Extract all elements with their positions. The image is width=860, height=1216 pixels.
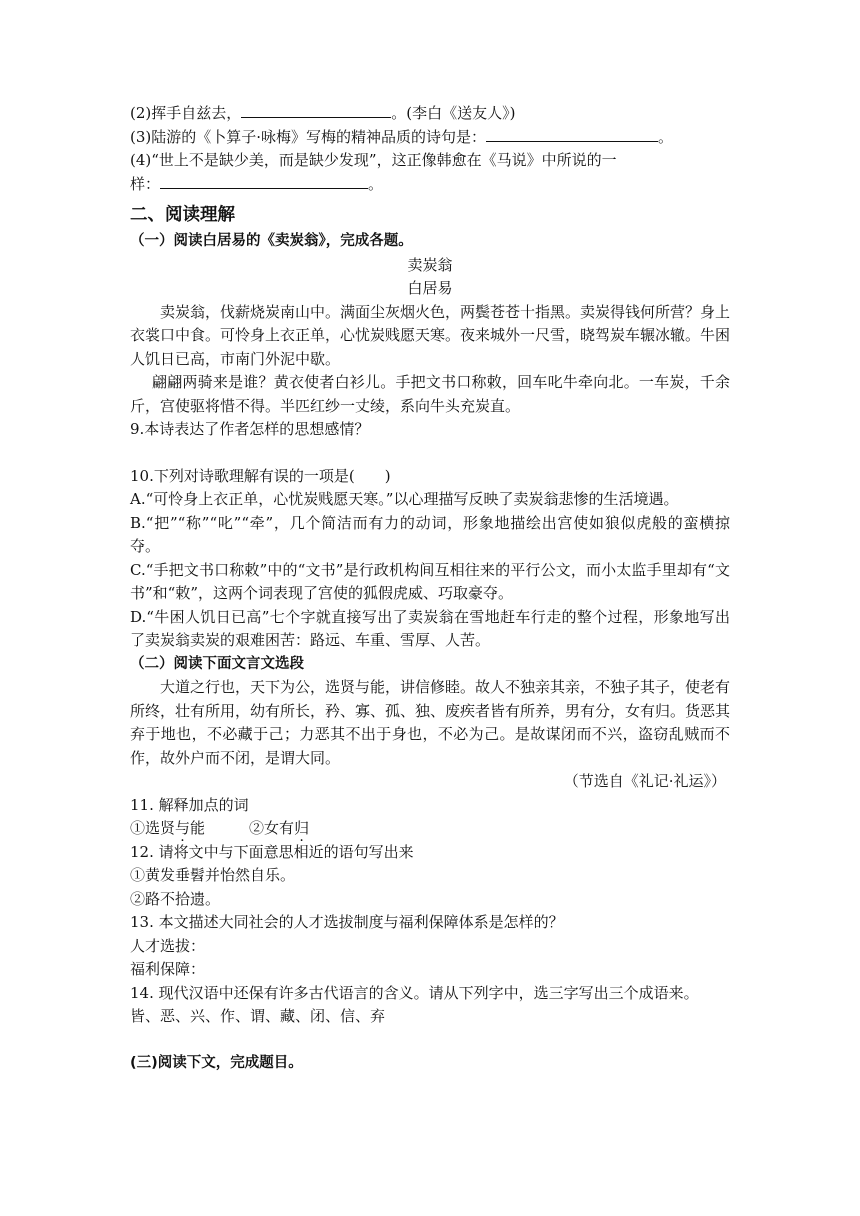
q11-item-2-dotted-word: 归 — [294, 819, 310, 837]
question-13: 13. 本文描述大同社会的人才选拔制度与福利保障体系是怎样的？ — [130, 913, 564, 931]
part-2-heading: （二）阅读下面文言文选段 — [130, 655, 304, 672]
q13-talent-selection: 人才选拔： — [130, 936, 206, 955]
option-d: D.“牛困人饥日已高”七个字就直接写出了卖炭翁在雪地赶车行走的整个过程，形象地写出了卖炭翁卖炭的艰难困苦：路远、车重、雪厚、人苦。 — [130, 607, 730, 649]
q8-2-prompt: (2)挥手自兹去， — [130, 104, 242, 122]
question-11-items — [130, 817, 730, 841]
option-a: A.“可怜身上衣正单，心忧炭贱愿天寒。”以心理描写反映了卖炭翁悲惨的生活境遇。 — [130, 490, 679, 508]
blank-space — [130, 1029, 730, 1052]
option-c: C.“手把文书口称敕”中的“文书”是行政机构间互相往来的平行公文，而小太监手里却有“文书”和“敕”，这两个词表现了宫使的狐假虎威、巧取豪夺。 — [130, 560, 730, 602]
answer-space — [130, 442, 730, 465]
poem-paragraph-1: 卖炭翁，伐薪烧炭南山中。满面尘灰烟火色，两鬓苍苍十指黑。卖炭得钱何所营？身上衣裳口中食。可怜身上衣正单，心忧炭贱愿天寒。夜来城外一尺雪，晓驾炭车辗冰辙。牛困人饥日已高，市南门外泥中歇。 — [130, 302, 731, 368]
q8-4-prompt: (4)“世上不是缺少美，而是缺少发现”，这正像韩愈在《马说》中所说的一 — [130, 151, 617, 169]
poem-paragraph-2: 翩翩两骑来是谁？黄衣使者白衫儿。手把文书口称敕，回车叱牛牵向北。一车炭，千余斤，宫使驱将惜不得。半匹红纱一丈绫，系向牛头充炭直。 — [130, 373, 730, 415]
question-10: 10.下列对诗歌理解有误的一项是( ) — [130, 466, 391, 485]
q11-item-2-pre: ②女有 — [249, 819, 295, 837]
option-b: B.“把”“称”“叱”“牵”，几个简洁而有力的动词，形象地描绘出宫使如狼似虎般的蛮横掠夺。 — [130, 513, 730, 555]
q11-item-1-post: 能 — [190, 819, 206, 837]
q8-3-end: 。 — [658, 127, 674, 146]
question-9: 9.本诗表达了作者怎样的思想感情？ — [130, 420, 370, 438]
answer-blank[interactable] — [160, 174, 368, 189]
q8-2-source: 。(李白《送友人》) — [391, 104, 516, 122]
poem-author: 白居易 — [407, 279, 453, 297]
q11-item-1-dotted-word: 与 — [175, 819, 191, 837]
answer-blank[interactable] — [241, 103, 391, 118]
q8-3-prompt: (3)陆游的《卜算子·咏梅》写梅的精神品质的诗句是： — [130, 127, 487, 146]
question-12: 12. 请将文中与下面意思相近的语句写出来 — [130, 842, 414, 861]
part-1-heading: （一）阅读白居易的《卖炭翁》，完成各题。 — [130, 233, 413, 249]
q11-item-1-pre: ①选贤 — [130, 819, 176, 837]
question-8-4-cont — [130, 173, 730, 197]
poem-title: 卖炭翁 — [407, 255, 453, 274]
question-11: 11. 解释加点的词 — [130, 795, 249, 814]
part-3-heading: (三)阅读下文，完成题目。 — [130, 1054, 303, 1071]
question-8-2 — [130, 102, 730, 126]
q12-item-2: ②路不拾遗。 — [130, 889, 221, 908]
q13-welfare: 福利保障： — [130, 960, 206, 978]
q14-characters: 皆、恶、兴、作、谓、藏、闭、信、弃 — [130, 1007, 386, 1025]
answer-blank[interactable] — [486, 127, 658, 142]
question-14: 14. 现代汉语中还保有许多古代语言的含义。请从下列字中，选三字写出三个成语来。 — [130, 983, 699, 1002]
classical-passage: 大道之行也，天下为公，选贤与能，讲信修睦。故人不独亲其亲，不独子其子，使老有所终，壮有所用，幼有所长，矜、寡、孤、独、废疾者皆有所养，男有分，女有归。货恶其弃于地也，不必藏于己；力恶其不出于身也，不必为己。是故谋闭而不兴，盗窃乱贼而不作，故外户而不闭，是谓大同。 — [130, 678, 731, 767]
document-page — [130, 102, 730, 1075]
question-8-4 — [130, 149, 730, 173]
q8-4-end: 。 — [368, 174, 384, 193]
q12-item-1: ①黄发垂髫并怡然自乐。 — [130, 866, 296, 884]
section-2-title: 二、阅读理解 — [130, 205, 235, 225]
question-8-3 — [130, 126, 730, 150]
q8-4-prompt-cont: 样： — [130, 174, 161, 193]
passage-source: （节选自《礼记·礼运》） — [563, 772, 726, 790]
